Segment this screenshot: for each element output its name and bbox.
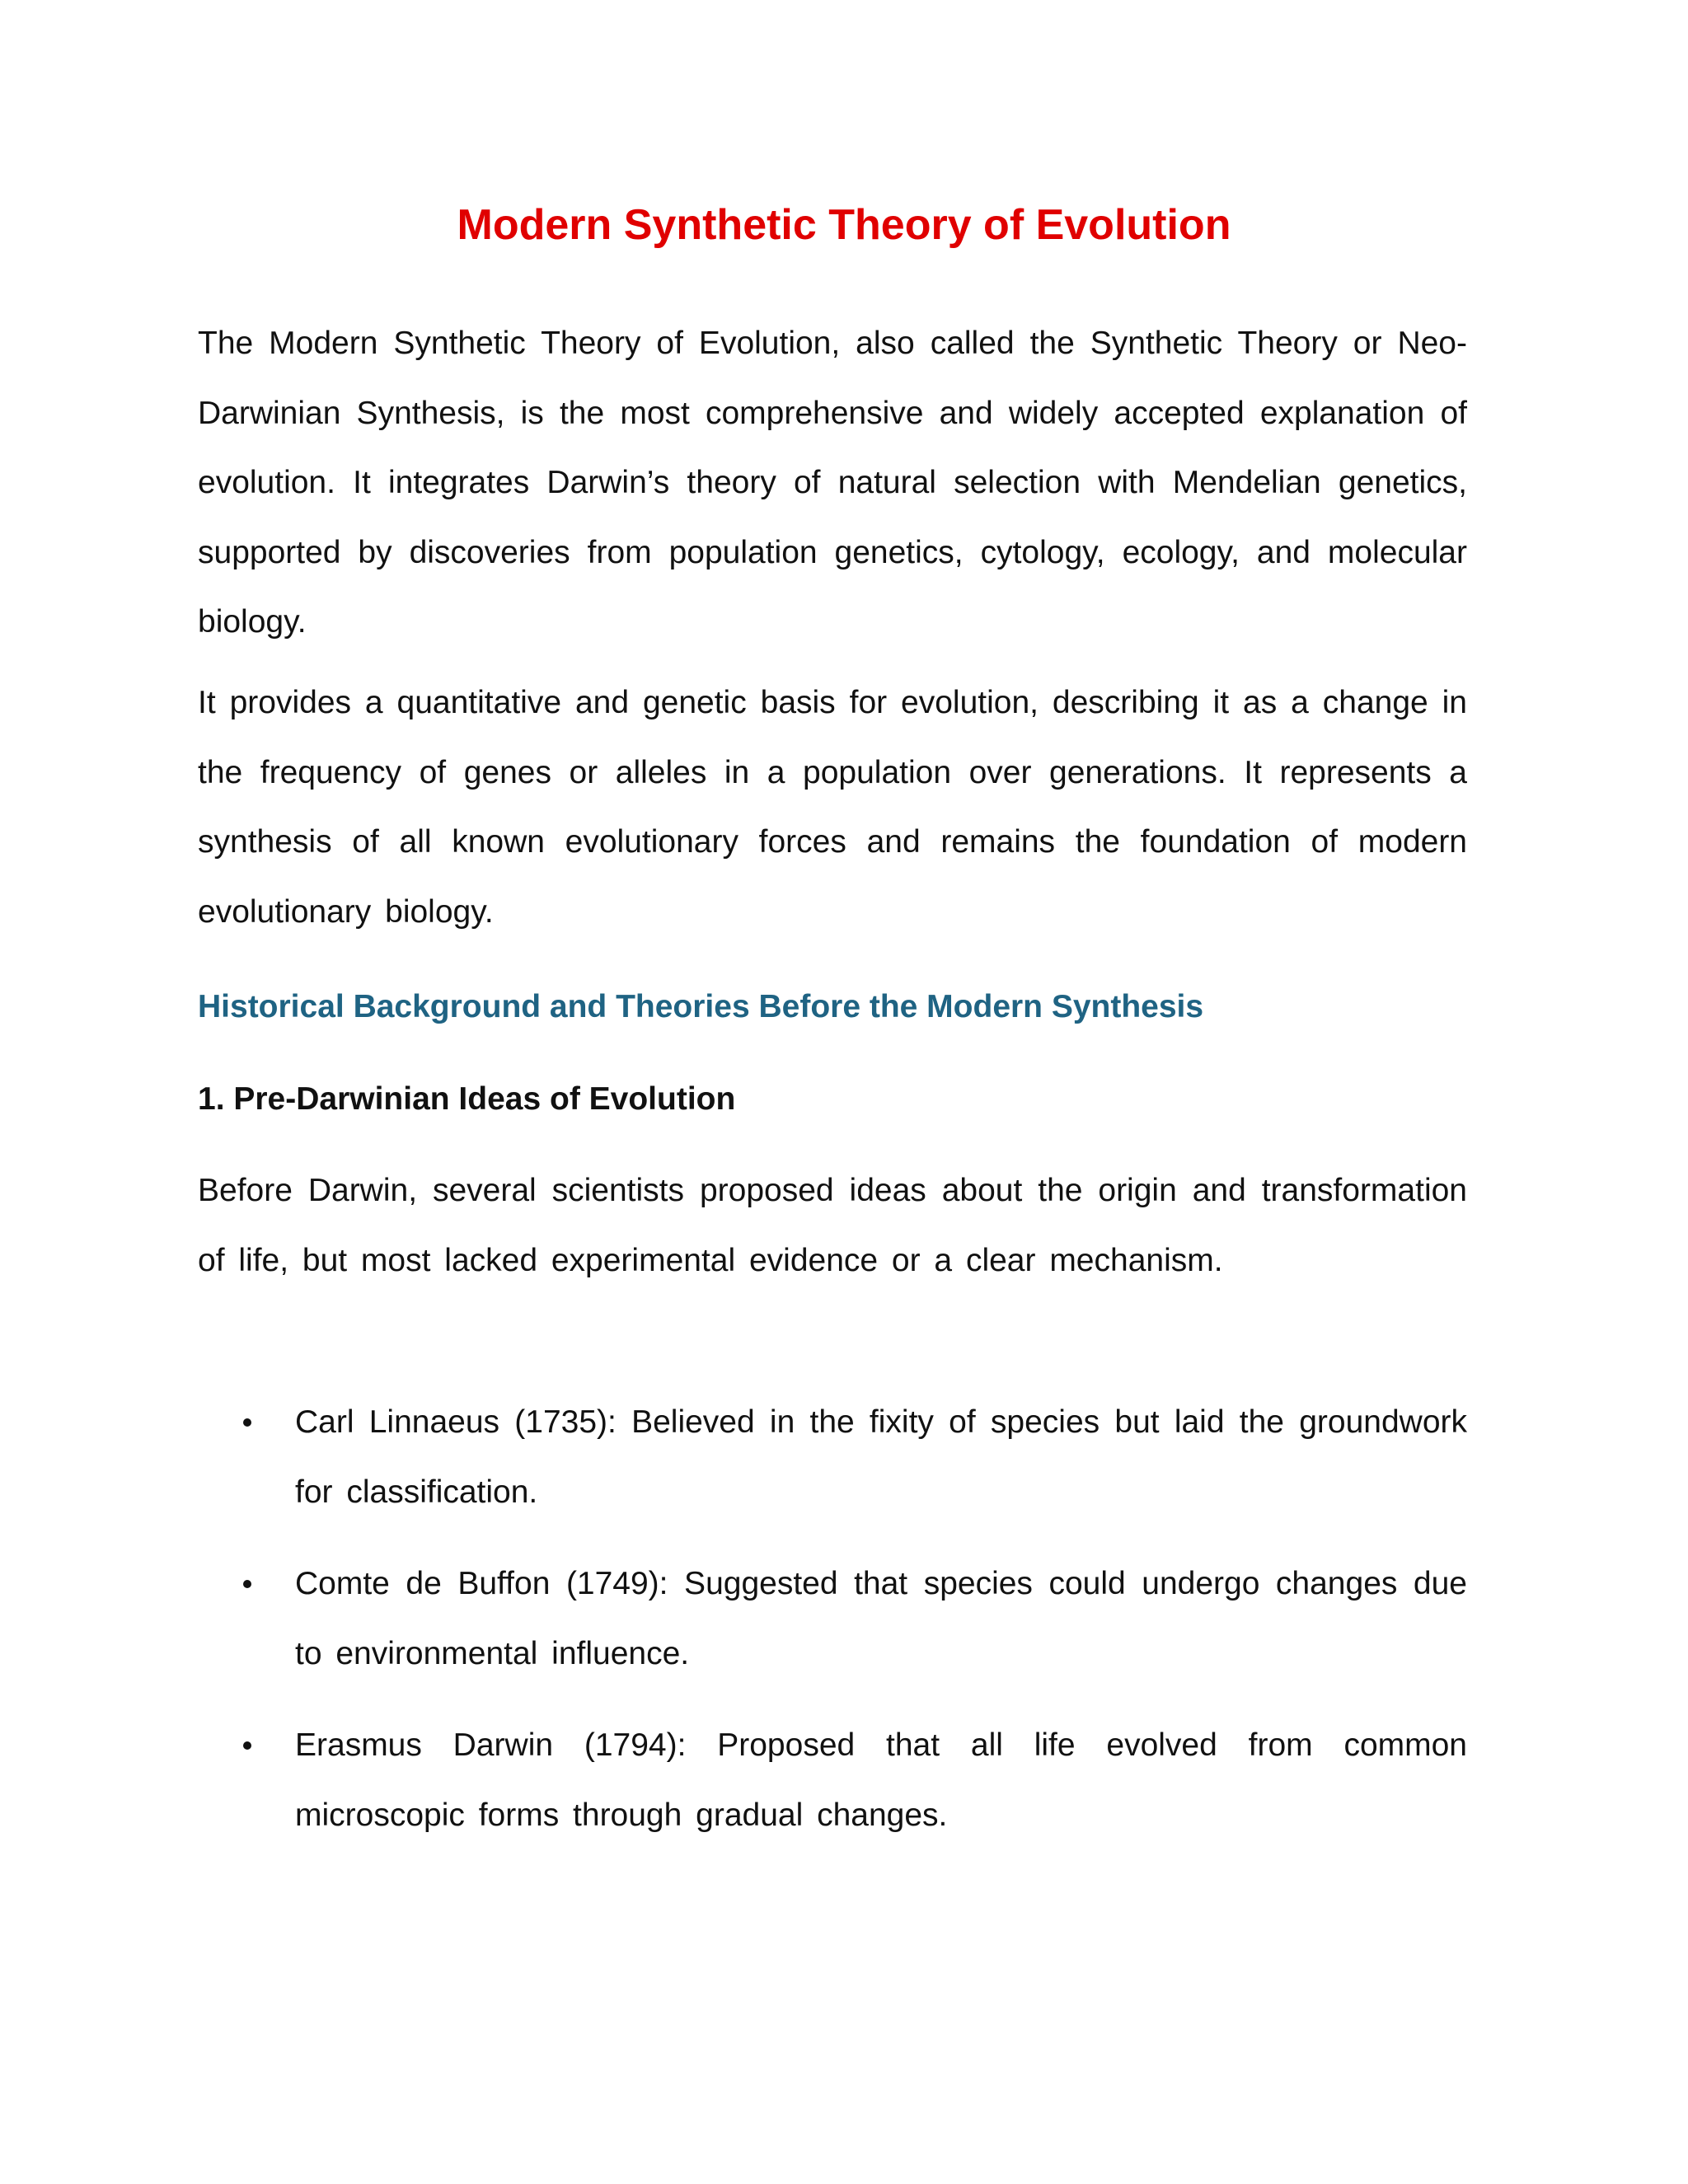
list-item (198, 1711, 1467, 1850)
intro-paragraph-1: The Modern Synthetic Theory of Evolution, also called the Synthetic Theory or Neo-Darwinian Synthesis, is the most comprehensive and widely accepted explanation of evolution. It integrates Darwin’s theory of natural selection with Mendelian genetics, supported by discoveries from population genetics, cytology, ecology, and molecular biology. (198, 326, 1467, 640)
list-item-text: Erasmus Darwin (1794): Proposed that all life evolved from common microscopic forms through gradual changes. (295, 1727, 1467, 1833)
page-title: Modern Synthetic Theory of Evolution (457, 201, 1231, 249)
bullet-icon (243, 1418, 251, 1427)
list-item (198, 1388, 1467, 1527)
section-paragraph: Before Darwin, several scientists proposed ideas about the origin and transformation of life, but most lacked experimental evidence or a clear mechanism. (198, 1173, 1467, 1278)
list-item-text: Carl Linnaeus (1735): Believed in the fixity of species but laid the groundwork for classification. (295, 1404, 1467, 1510)
list-item (198, 1549, 1467, 1689)
bullet-icon (243, 1580, 251, 1588)
list-item-text: Comte de Buffon (1749): Suggested that species could undergo changes due to environmental influence. (295, 1566, 1467, 1671)
bullet-list (198, 1388, 1467, 1872)
section-heading: Historical Background and Theories Before the Modern Synthesis (198, 989, 1204, 1024)
intro-paragraph-2: It provides a quantitative and genetic basis for evolution, describing it as a change in the frequency of genes or alleles in a population over generations. It represents a synthesis of all known evolutionary forces and remains the foundation of modern evolutionary biology. (198, 685, 1467, 930)
subsection-heading: 1. Pre-Darwinian Ideas of Evolution (198, 1081, 736, 1117)
bullet-icon (243, 1741, 251, 1750)
